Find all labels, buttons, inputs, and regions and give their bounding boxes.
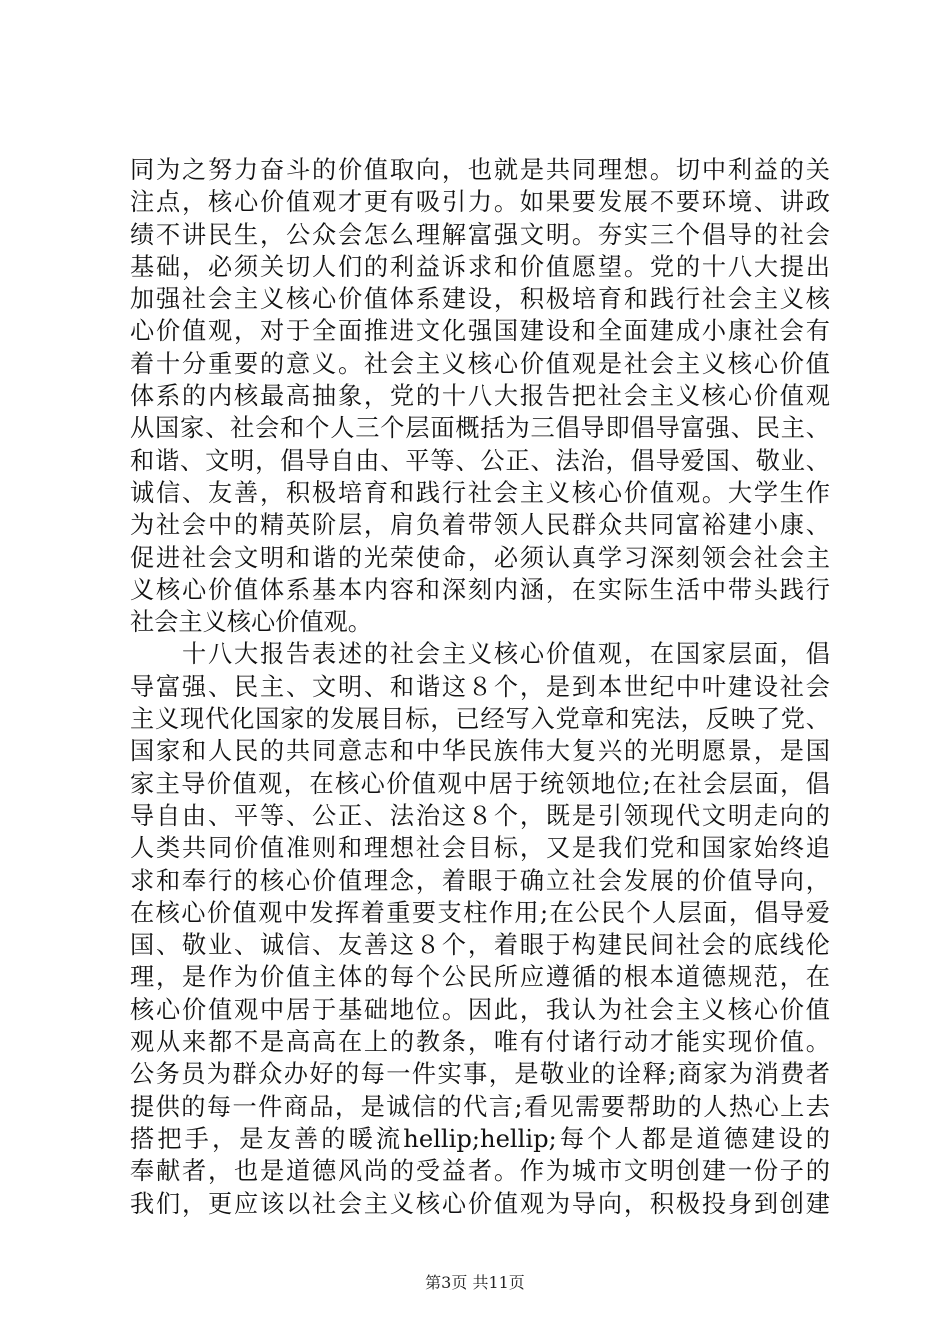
text-line: 为社会中的精英阶层，肩负着带领人民群众共同富裕建小康、 bbox=[130, 511, 830, 540]
text-line: 基础，必须关切人们的利益诉求和价值愿望。党的十八大提出 bbox=[130, 252, 830, 281]
text-line: 搭把手，是友善的暖流hellip;hellip;每个人都是道德建设的 bbox=[130, 1124, 830, 1153]
text-line: 导自由、平等、公正、法治这８个，既是引领现代文明走向的 bbox=[130, 801, 830, 830]
text-line: 我们，更应该以社会主义核心价值观为导向，积极投身到创建 bbox=[130, 1189, 830, 1218]
text-line: 着十分重要的意义。社会主义核心价值观是社会主义核心价值 bbox=[130, 349, 830, 378]
text-line: 社会主义核心价值观。 bbox=[130, 608, 372, 637]
text-line: 注点，核心价值观才更有吸引力。如果要发展不要环境、讲政 bbox=[130, 188, 830, 217]
text-line: 十八大报告表述的社会主义核心价值观，在国家层面，倡 bbox=[130, 640, 830, 669]
text-line: 提供的每一件商品，是诚信的代言;看见需要帮助的人热心上去 bbox=[130, 1092, 830, 1121]
text-line: 诚信、友善，积极培育和践行社会主义核心价值观。大学生作 bbox=[130, 478, 830, 507]
page-number-footer: 第3页 共11页 bbox=[425, 1273, 525, 1292]
text-line: 促进社会文明和谐的光荣使命，必须认真学习深刻领会社会主 bbox=[130, 543, 830, 572]
text-line: 体系的内核最高抽象，党的十八大报告把社会主义核心价值观 bbox=[130, 382, 830, 411]
text-line: 在核心价值观中发挥着重要支柱作用;在公民个人层面，倡导爱 bbox=[130, 898, 830, 927]
text-line: 奉献者，也是道德风尚的受益者。作为城市文明创建一份子的 bbox=[130, 1157, 830, 1186]
text-line: 国、敬业、诚信、友善这８个，着眼于构建民间社会的底线伦 bbox=[130, 931, 830, 960]
text-line: 同为之努力奋斗的价值取向，也就是共同理想。切中利益的关 bbox=[130, 156, 830, 184]
text-line: 和谐、文明，倡导自由、平等、公正、法治，倡导爱国、敬业、 bbox=[130, 446, 830, 475]
text-line: 绩不讲民生，公众会怎么理解富强文明。夯实三个倡导的社会 bbox=[130, 220, 830, 249]
text-line: 加强社会主义核心价值体系建设，积极培育和践行社会主义核 bbox=[130, 285, 830, 314]
text-line: 家主导价值观，在核心价值观中居于统领地位;在社会层面，倡 bbox=[130, 769, 830, 798]
text-line: 心价值观，对于全面推进文化强国建设和全面建成小康社会有 bbox=[130, 317, 830, 346]
text-line: 核心价值观中居于基础地位。因此，我认为社会主义核心价值 bbox=[130, 995, 830, 1024]
text-line: 求和奉行的核心价值理念，着眼于确立社会发展的价值导向， bbox=[130, 866, 830, 895]
text-line: 观从来都不是高高在上的教条，唯有付诸行动才能实现价值。 bbox=[130, 1028, 830, 1057]
text-line: 理，是作为价值主体的每个公民所应遵循的根本道德规范，在 bbox=[130, 963, 830, 992]
text-line: 从国家、社会和个人三个层面概括为三倡导即倡导富强、民主、 bbox=[130, 414, 830, 443]
text-line: 导富强、民主、文明、和谐这８个，是到本世纪中叶建设社会 bbox=[130, 672, 830, 701]
text-line: 公务员为群众办好的每一件实事，是敬业的诠释;商家为消费者 bbox=[130, 1060, 830, 1089]
text-line: 主义现代化国家的发展目标，已经写入党章和宪法，反映了党、 bbox=[130, 705, 830, 734]
text-line: 义核心价值体系基本内容和深刻内涵，在实际生活中带头践行 bbox=[130, 575, 830, 604]
text-line: 人类共同价值准则和理想社会目标，又是我们党和国家始终追 bbox=[130, 834, 830, 863]
text-line: 国家和人民的共同意志和中华民族伟大复兴的光明愿景，是国 bbox=[130, 737, 830, 766]
document-body bbox=[130, 154, 830, 1220]
